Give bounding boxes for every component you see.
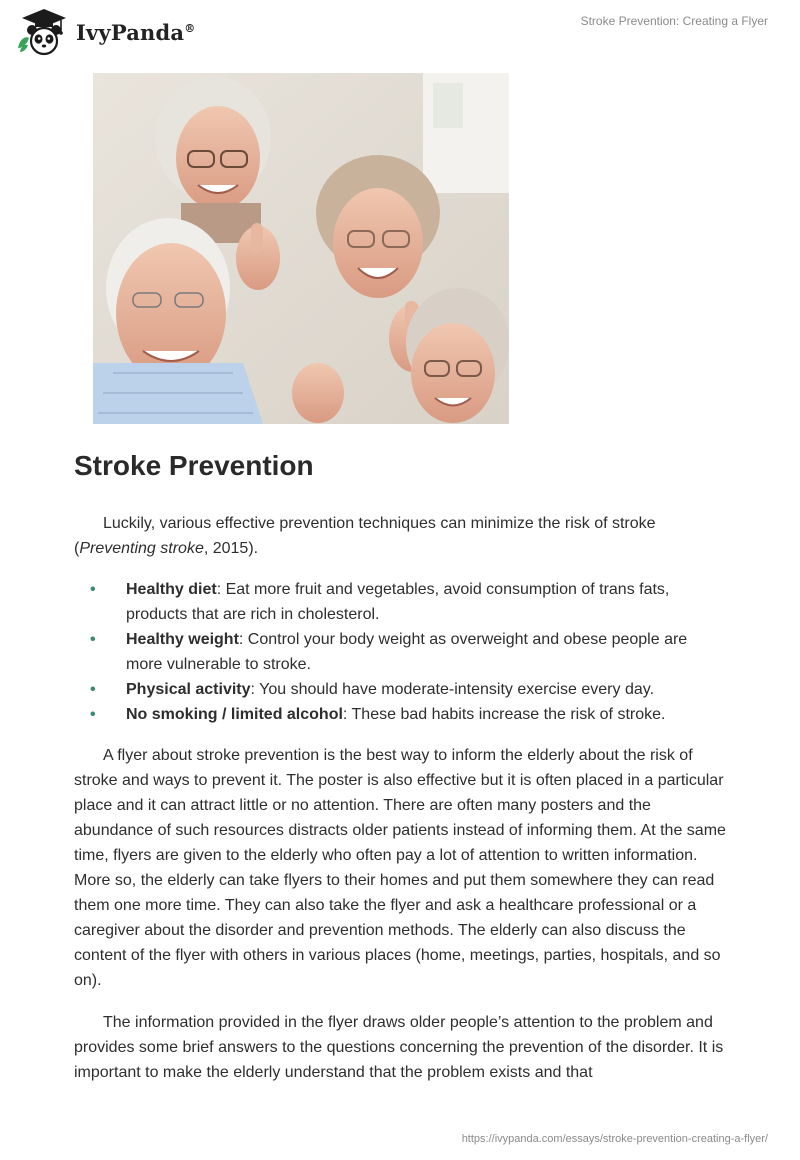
brand-name: IvyPanda® xyxy=(76,19,196,45)
page-header xyxy=(0,0,800,56)
list-item xyxy=(74,677,728,702)
list-item-text: : Control your body weight as overweight and obese people are more vulnerable to stroke. xyxy=(126,631,688,673)
bullet-icon: • xyxy=(90,581,96,598)
list-item xyxy=(74,627,728,677)
list-item-term: Healthy weight xyxy=(126,631,239,648)
intro-text-before: Luckily, various effective prevention techniques can minimize the risk of stroke ( xyxy=(74,515,656,557)
list-item-term: No smoking / limited alcohol xyxy=(126,706,343,723)
list-item xyxy=(74,577,728,627)
registered-mark: ® xyxy=(184,21,196,35)
smiling-seniors-photo xyxy=(93,73,509,424)
intro-text-after: , 2015). xyxy=(203,540,259,557)
list-item-term: Healthy diet xyxy=(126,581,217,598)
section-heading: Stroke Prevention xyxy=(74,450,314,481)
list-item-text: : These bad habits increase the risk of stroke. xyxy=(342,706,666,723)
ivypanda-logo[interactable] xyxy=(14,8,195,56)
document-title: Stroke Prevention: Creating a Flyer xyxy=(580,14,768,28)
paragraph-text: A flyer about stroke prevention is the best way to inform the elderly about the risk of stroke and ways to prevent it. The poster is also effective but it is often placed in a particular place and it can attract little or no attention. There are often many posters and the abundance of such resources distracts older patients instead of informing them. At the same time, flyers are given to the elderly who often pay a lot of attention to written information. More so, the elderly can take flyers to their homes and put them somewhere they can read them one more time. They can also take the flyer and ask a healthcare professional or a caregiver about the disorder and prevention methods. The elderly can also discuss the content of the flyer with others in various places (home, meetings, parties, hospitals, and so on). xyxy=(74,747,726,989)
citation-title: Preventing stroke xyxy=(79,540,204,557)
body-paragraph xyxy=(74,743,728,993)
list-item-term: Physical activity xyxy=(126,681,251,698)
paragraph-text: The information provided in the flyer draws older people’s attention to the problem and provides some brief answers to the questions concerning the prevention of the disorder. It is important to make the elderly understand that the problem exists and that xyxy=(74,1014,724,1081)
list-item-text: : You should have moderate-intensity exercise every day. xyxy=(250,681,655,698)
list-item xyxy=(74,702,728,727)
prevention-list xyxy=(74,577,728,727)
list-item-text: : Eat more fruit and vegetables, avoid consumption of trans fats, products that are rich in cholesterol. xyxy=(126,581,670,623)
panda-graduate-icon xyxy=(14,8,70,56)
intro-paragraph xyxy=(74,511,728,561)
bullet-icon: • xyxy=(90,681,96,698)
bullet-icon: • xyxy=(90,706,96,723)
source-url-link[interactable]: https://ivypanda.com/essays/stroke-prevention-creating-a-flyer/ xyxy=(461,1133,768,1145)
bullet-icon: • xyxy=(90,631,96,648)
body-paragraph xyxy=(74,1010,728,1085)
